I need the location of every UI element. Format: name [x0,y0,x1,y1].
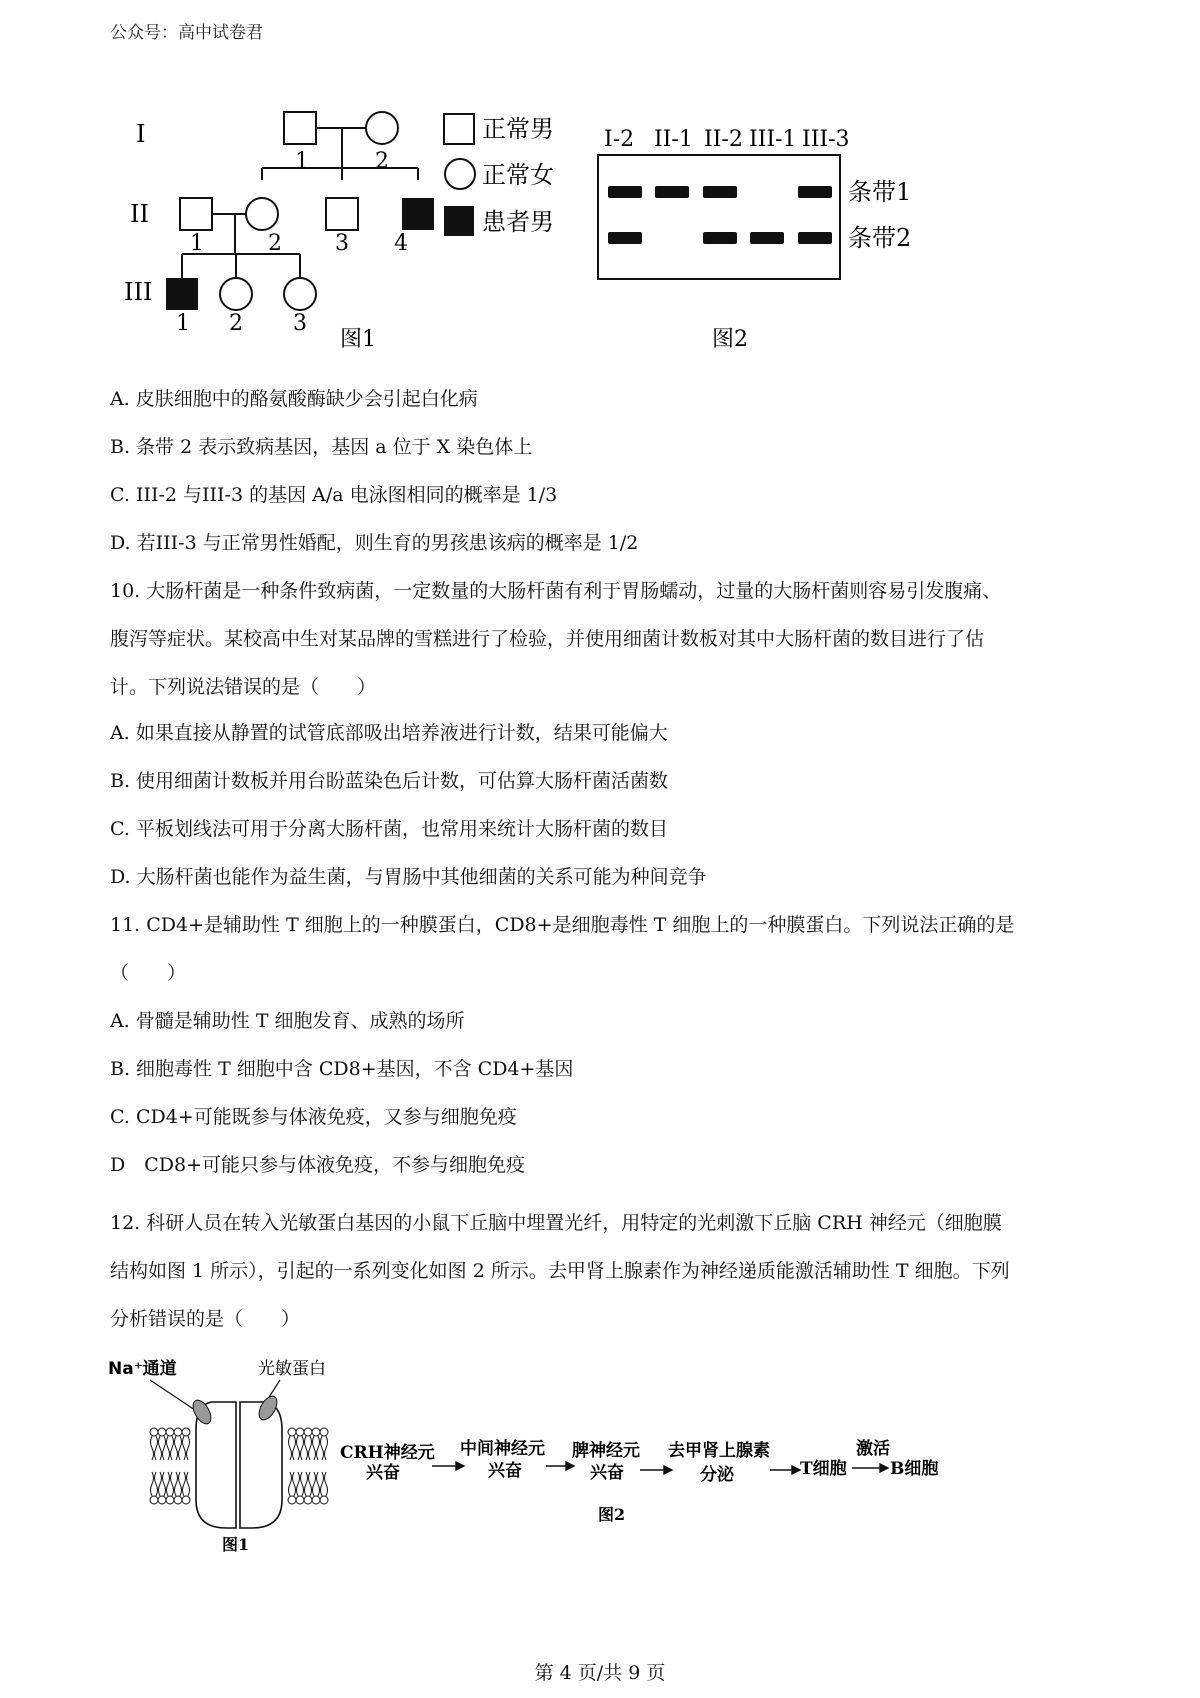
pedigree-I2 [366,112,398,144]
gen-label-I: I [136,120,146,148]
q10-stem-line3: 计。下列说法错误的是（ ） [110,676,377,698]
band2-lane-4 [750,232,784,244]
q9-option-c: C. III-2 与III-3 的基因 A/a 电泳图相同的概率是 1/3 [110,484,558,506]
lane-label-III-1: III-1 [749,127,797,152]
q11-option-b: B. 细胞毒性 T 细胞中含 CD8+基因，不含 CD4+基因 [110,1058,574,1080]
flow-splenic-excite: 兴奋 [590,1463,624,1483]
band2-lane-3 [703,232,737,244]
flow-norepinephrine: 去甲肾上腺素 [668,1441,770,1461]
band-label-2: 条带2 [848,224,912,252]
legend-normal-male: 正常男 [482,115,554,143]
pedigree-III1 [166,278,198,310]
legend-normal-female: 正常女 [482,161,554,189]
svg-text:2: 2 [229,311,243,336]
top-figure [0,95,1200,365]
flow-crh-neuron: CRH神经元 [340,1443,435,1463]
photosensitive-protein-label: 光敏蛋白 [258,1359,326,1379]
gel-bands [608,186,832,244]
pedigree-II2 [246,198,278,230]
flow-secretion: 分泌 [700,1465,734,1485]
q12-stem-line1: 12. 科研人员在转入光敏蛋白基因的小鼠下丘脑中埋置光纤，用特定的光刺激下丘脑 CRH 神经元（细胞膜 [110,1212,1002,1234]
lane-label-II-1: II-1 [654,127,693,152]
gen-label-III: III [124,278,153,306]
flow-b-cell: B细胞 [890,1459,939,1479]
legend-normal-female-icon [445,159,475,189]
svg-text:3: 3 [335,231,349,256]
q12-stem-line2: 结构如图 1 所示），引起的一系列变化如图 2 所示。去甲肾上腺素作为神经递质能激活辅助性 T 细胞。下列 [110,1260,1010,1282]
q12-stem-line3: 分析错误的是（ ） [110,1308,301,1330]
flow-activate: 激活 [856,1439,890,1459]
q11-option-a: A. 骨髓是辅助性 T 细胞发育、成熟的场所 [110,1010,465,1032]
svg-text:2: 2 [375,149,389,174]
pedigree-II4 [402,198,434,230]
gel-box [598,155,840,279]
q11-stem-line1: 11. CD4+是辅助性 T 细胞上的一种膜蛋白，CD8+是细胞毒性 T 细胞上的一种膜蛋白。下列说法正确的是 [110,914,1015,936]
lane-label-II-2: II-2 [704,127,743,152]
band1-lane-1 [608,186,642,198]
channel-right-half [240,1402,282,1528]
lane-label-I-2: I-2 [604,127,635,152]
q9-option-d: D. 若III-3 与正常男性婚配，则生育的男孩患该病的概率是 1/2 [110,532,639,554]
q11-option-d: D CD8+可能只参与体液免疫，不参与细胞免疫 [110,1154,526,1176]
lane-label-III-3: III-3 [802,127,850,152]
svg-text:4: 4 [394,231,408,256]
svg-text:2: 2 [268,231,282,256]
pedigree-II1 [180,198,212,230]
na-channel-label: Na⁺通道 [108,1359,177,1379]
header-note: 公众号：高中试卷君 [110,23,263,43]
q10-option-a: A. 如果直接从静置的试管底部吸出培养液进行计数，结果可能偏大 [110,722,668,744]
flow-interneuron: 中间神经元 [460,1439,545,1459]
band-label-1: 条带1 [848,178,912,206]
svg-text:1: 1 [295,149,309,174]
flow-crh-excite: 兴奋 [366,1463,400,1483]
fig2-caption: 图2 [712,327,748,352]
band1-lane-3 [703,186,737,198]
q10-option-d: D. 大肠杆菌也能作为益生菌，与胃肠中其他细菌的关系可能为种间竞争 [110,866,707,888]
svg-text:1: 1 [176,311,190,336]
q11-option-c: C. CD4+可能既参与体液免疫，又参与细胞免疫 [110,1106,517,1128]
pedigree-I1 [284,112,316,144]
q9-option-b: B. 条带 2 表示致病基因，基因 a 位于 X 染色体上 [110,436,533,458]
flow-t-cell: T细胞 [800,1459,847,1479]
q9-option-a: A. 皮肤细胞中的酪氨酸酶缺少会引起白化病 [110,388,478,410]
svg-text:3: 3 [293,311,307,336]
flow-fig2-caption: 图2 [598,1505,626,1524]
lipid-bilayer [150,1428,328,1504]
q10-option-c: C. 平板划线法可用于分离大肠杆菌，也常用来统计大肠杆菌的数目 [110,818,668,840]
q10-stem-line2: 腹泻等症状。某校高中生对某品牌的雪糕进行了检验，并使用细菌计数板对其中大肠杆菌的数目进行了估 [110,628,985,650]
fig1-caption: 图1 [340,327,376,352]
q10-stem-line1: 10. 大肠杆菌是一种条件致病菌，一定数量的大肠杆菌有利于胃肠蠕动，过量的大肠杆菌则容易引发腹痛、 [110,580,1002,602]
page-footer: 第 4 页/共 9 页 [534,1662,666,1684]
flow-interneuron-excite: 兴奋 [488,1461,522,1481]
gen-label-II: II [130,200,149,228]
q11-stem-line2: （ ） [110,962,187,984]
membrane-fig1-caption: 图1 [222,1535,250,1554]
band1-lane-2 [655,186,689,198]
band1-lane-5 [798,186,832,198]
svg-text:1: 1 [190,231,204,256]
band2-lane-1 [608,232,642,244]
band2-lane-5 [798,232,832,244]
legend-affected-male-icon [444,206,474,236]
pedigree-II3 [326,198,358,230]
legend-normal-male-icon [444,114,474,144]
bottom-figure [0,1350,1200,1560]
legend-affected-male: 患者男 [482,208,554,236]
q10-option-b: B. 使用细菌计数板并用台盼蓝染色后计数，可估算大肠杆菌活菌数 [110,770,669,792]
pedigree-III3 [284,278,316,310]
pedigree-III2 [220,278,252,310]
flow-splenic-neuron: 脾神经元 [572,1441,640,1461]
